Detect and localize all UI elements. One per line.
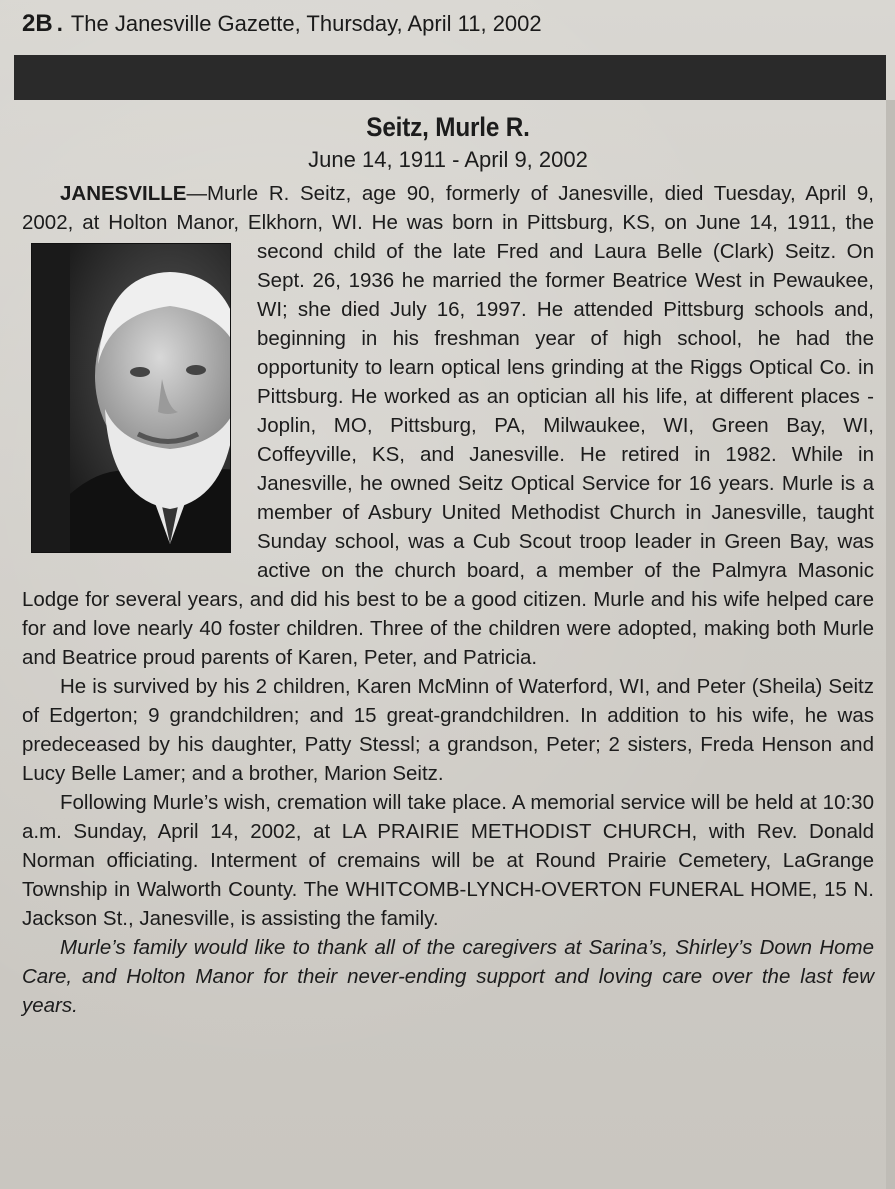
dateline: JANESVILLE [60, 182, 187, 205]
masthead-rule-bar [14, 55, 886, 100]
page-number: 2B [22, 10, 53, 37]
masthead-dot: . [56, 11, 63, 36]
paragraph-3: Following Murle’s wish, cremation will take place. A memorial service will be held at 10:30 a.m. Sunday, April 14, 2002, at LA PRAIRIE METHODIST CHURCH, with Rev. Donald Norman officiating. Interment of cremains will be at Round Prairie Cemetery, LaGrange Township in Walworth County. The WHITCOMB-LYNCH-OVERTON FUNERAL HOME, 15 N. Jackson St., Janesville, is assisting the family. [22, 791, 874, 930]
paragraph-1 [22, 179, 874, 672]
adjacent-column-edge [886, 100, 895, 1189]
life-dates: June 14, 1911 - April 9, 2002 [308, 147, 588, 172]
obituary-headline: Seitz, Murle R. [366, 112, 530, 142]
obituary-article [22, 112, 874, 1020]
portrait-photo [31, 243, 231, 553]
portrait-photo-image [70, 244, 231, 552]
paragraph-4: Murle’s family would like to thank all of the caregivers at Sarina’s, Shirley’s Down Home Care, and Holton Manor for their never-ending support and loving care over the last few years. [22, 936, 874, 1017]
obituary-body [22, 179, 874, 1020]
masthead [22, 10, 542, 38]
paragraph-1-text: —Murle R. Seitz, age 90, formerly of Janesville, died Tuesday, April 9, 2002, at Holton Manor, Elkhorn, WI. He was born in Pittsburg, KS, on June 14, 1911, [22, 182, 874, 234]
publication-line: The Janesville Gazette, Thursday, April 11, 2002 [70, 11, 542, 36]
paragraph-2: He is survived by his 2 children, Karen McMinn of Waterford, WI, and Peter (Sheila) Seitz of Edgerton; 9 grandchildren; and 15 great-grandchildren. In addition to his wife, he was predeceased by his daughter, Patty Stessl; a grandson, Peter; 2 sisters, Freda Henson and Lucy Belle Lamer; and a brother, Marion Seitz. [22, 675, 874, 785]
paragraph-1-continued: the second child of the late Fred and Laura Belle (Clark) Seitz. On Sept. 26, 1936 he married the former Beatrice West in Pewaukee, WI; she died July 16, 1997. He attended Pittsburg schools and, beginning in his freshman year of high school, he had the opportunity to learn optical lens grinding at the Riggs Optical Co. in Pittsburg. He worked as an optician all his life, at different places - Joplin, MO, Pittsburg, PA, Milwaukee, WI, Green Bay, WI, Coffeyville, KS, and Janesville. He retired in 1982. While in Janesville, he owned Seitz Optical Service for 16 years. Murle is a member of Asbury United Methodist Church in Janesville, taught Sunday school, was a Cub Scout troop leader in Green Bay, was active on the church board, a member of the Palmyra Masonic Lodge for several years, and did his best to be a good citizen. Murle and his wife helped care for and love nearly 40 foster children. Three of the children were adopted, making both Murle and Beatrice proud parents of Karen, Peter, and Patricia. [22, 211, 874, 669]
